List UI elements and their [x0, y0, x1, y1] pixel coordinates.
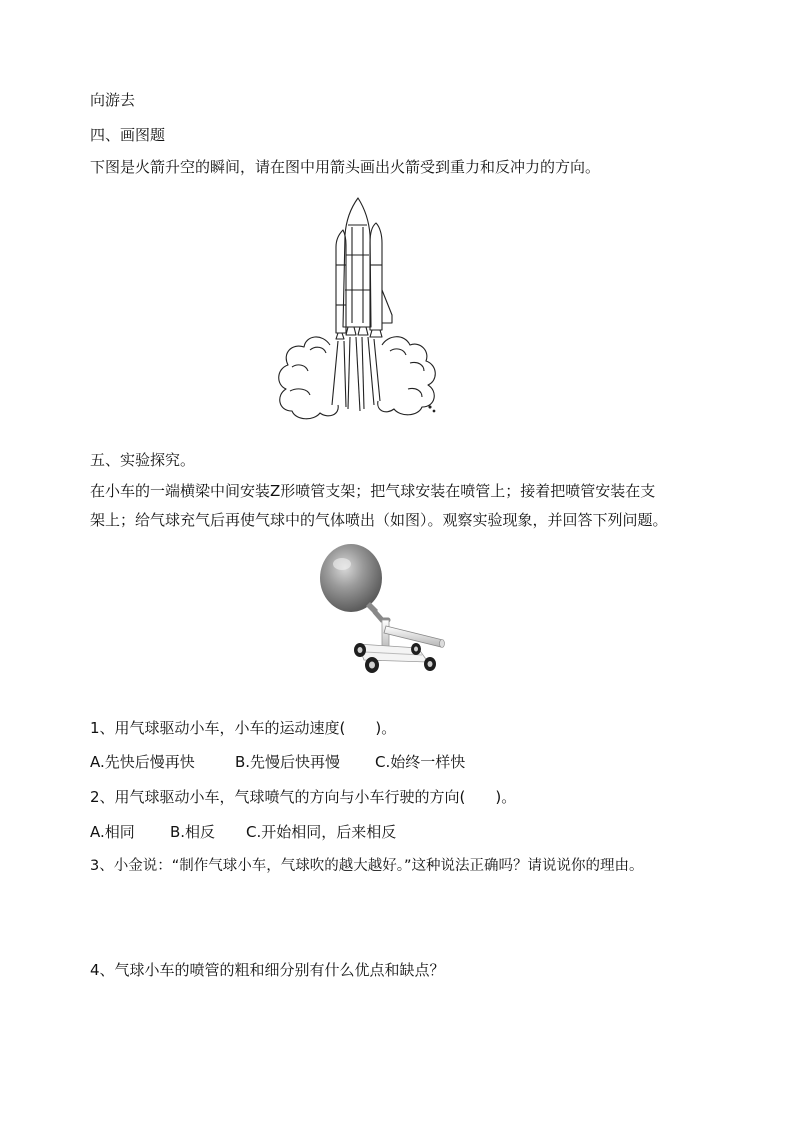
q2-option-a[interactable]: A.相同 — [90, 823, 135, 841]
question-2: 2、用气球驱动小车，气球喷气的方向与小车行驶的方向( )。 — [90, 788, 517, 806]
section-4-heading: 四、画图题 — [90, 126, 166, 144]
rocket-launch-icon — [270, 195, 445, 423]
question-2-options — [90, 822, 396, 842]
section-5-intro-line-1: 在小车的一端横梁中间安装Z形喷管支架；把气球安装在喷管上；接着把喷管安装在支 — [90, 482, 656, 500]
question-3: 3、小金说：“制作气球小车，气球吹的越大越好。”这种说法正确吗？请说说你的理由。 — [90, 858, 644, 874]
q1-option-b[interactable]: B.先慢后快再慢 — [235, 753, 341, 771]
q2-option-b[interactable]: B.相反 — [170, 823, 216, 841]
section-4-instruction: 下图是火箭升空的瞬间，请在图中用箭头画出火箭受到重力和反冲力的方向。 — [90, 158, 601, 176]
q1-option-a[interactable]: A.先快后慢再快 — [90, 753, 195, 771]
section-5-heading: 五、实验探究。 — [90, 451, 196, 469]
section-5-intro-line-2: 架上；给气球充气后再使气球中的气体喷出（如图）。观察实验现象，并回答下列问题。 — [90, 511, 668, 529]
question-4: 4、气球小车的喷管的粗和细分别有什么优点和缺点？ — [90, 961, 445, 979]
question-1-options — [90, 752, 465, 772]
top-fragment: 向游去 — [90, 91, 136, 109]
balloon-car-icon — [318, 540, 453, 680]
question-1: 1、用气球驱动小车，小车的运动速度( )。 — [90, 719, 397, 737]
q2-option-c[interactable]: C.开始相同，后来相反 — [246, 823, 397, 841]
q1-option-c[interactable]: C.始终一样快 — [375, 753, 466, 771]
